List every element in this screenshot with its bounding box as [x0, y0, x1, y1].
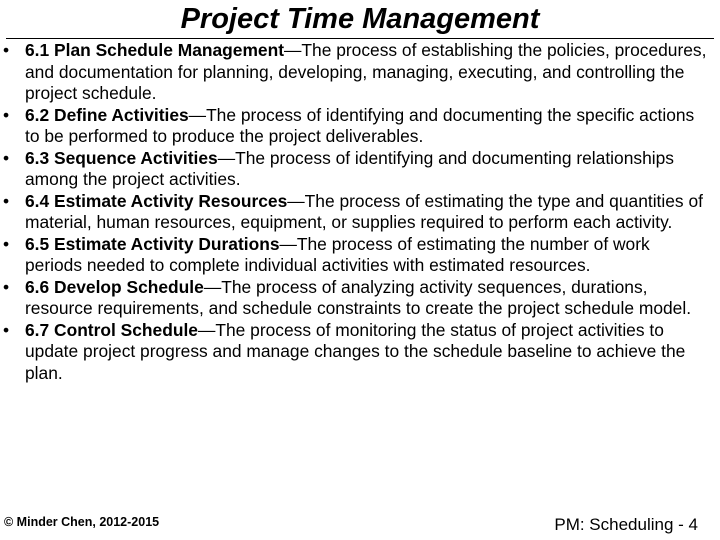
bullet-term: 6.6 Develop Schedule — [25, 276, 204, 297]
bullet-term: 6.2 Define Activities — [25, 104, 189, 125]
bullet-item-define-activities — [0, 105, 720, 148]
bullet-term: 6.4 Estimate Activity Resources — [25, 190, 288, 211]
bullet-icon: • — [3, 190, 10, 211]
slide-title: Project Time Management — [180, 3, 540, 35]
bullet-icon: • — [3, 233, 10, 254]
bullet-description: —The process of estimating the number of work periods needed to complete individual activities with estimated resources. — [25, 233, 650, 275]
bullet-icon: • — [3, 276, 10, 297]
bullet-term: 6.5 Estimate Activity Durations — [25, 233, 280, 254]
bullet-item-plan-schedule-management — [0, 40, 720, 105]
bullet-description: —The process of identifying and documenting the specific actions to be performed to produce the project deliverables. — [25, 104, 695, 146]
bullet-item-estimate-activity-resources — [0, 191, 720, 234]
bullet-term: 6.7 Control Schedule — [25, 319, 198, 340]
bullet-icon: • — [3, 104, 10, 125]
copyright-footer: © Minder Chen, 2012-2015 — [4, 515, 160, 529]
bullet-icon: • — [3, 40, 10, 60]
bullet-description: —The process of monitoring the status of project activities to update project progress and manage changes to the schedule baseline to achieve the plan. — [25, 319, 686, 383]
bullet-icon: • — [3, 319, 10, 340]
bullet-item-sequence-activities — [0, 148, 720, 191]
bullet-icon: • — [3, 147, 10, 168]
bullet-item-develop-schedule — [0, 277, 720, 320]
bullet-item-control-schedule — [0, 320, 720, 385]
bullet-description: —The process of establishing the policies, procedures, and documentation for planning, developing, managing, executing, and controlling the project schedule. — [25, 40, 707, 103]
bullet-term: 6.1 Plan Schedule Management — [25, 40, 285, 60]
bullet-description: —The process of estimating the type and quantities of material, human resources, equipment, or supplies required to perform each activity. — [25, 190, 703, 232]
bullet-list — [0, 40, 720, 384]
bullet-description: —The process of analyzing activity sequences, durations, resource requirements, and schedule constraints to create the project schedule model. — [25, 276, 692, 318]
title-underline — [6, 38, 714, 39]
bullet-description: —The process of identifying and documenting relationships among the project activities. — [25, 147, 674, 189]
bullet-term: 6.3 Sequence Activities — [25, 147, 218, 168]
bullet-item-estimate-activity-durations — [0, 234, 720, 277]
page-number-footer: PM: Scheduling - 4 — [554, 515, 698, 534]
